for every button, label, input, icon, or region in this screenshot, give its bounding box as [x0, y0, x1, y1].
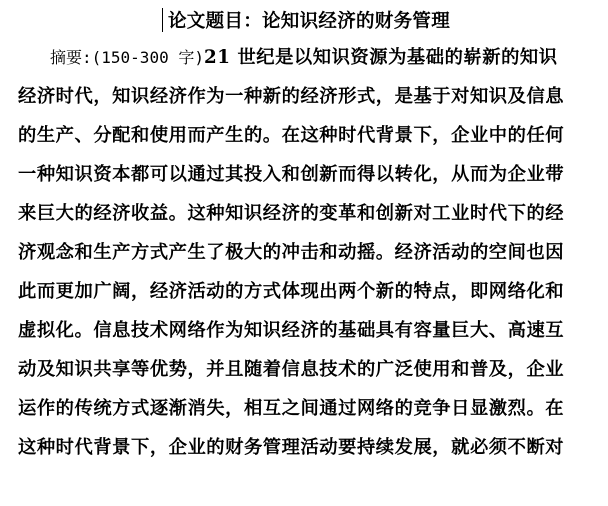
abstract-line-4: 一种知识资本都可以通过其投入和创新而得以转化，从而为企业带 — [18, 164, 565, 185]
abstract-line-9: 动及知识共享等优势，并且随着信息技术的广泛使用和普及，企业 — [18, 359, 565, 380]
abstract-word-range: (150-300 字) — [91, 48, 204, 67]
abstract-line-10: 运作的传统方式逐渐消失，相互之间通过网络的竞争日显激烈。在 — [18, 398, 565, 419]
paper-title: 论文题目：论知识经济的财务管理 — [168, 11, 451, 32]
abstract-line-3: 的生产、分配和使用而产生的。在这种时代背景下，企业中的任何 — [18, 125, 565, 146]
abstract-label: 摘要: — [50, 48, 92, 67]
abstract-line-6: 济观念和生产方式产生了极大的冲击和动摇。经济活动的空间也因 — [18, 242, 565, 263]
abstract-line-7: 此而更加广阔，经济活动的方式体现出两个新的特点，即网络化和 — [18, 281, 565, 302]
abstract-line-8: 虚拟化。信息技术网络作为知识经济的基础具有容量巨大、高速互 — [18, 320, 565, 341]
abstract-line-11: 这种时代背景下，企业的财务管理活动要持续发展，就必须不断对 — [18, 437, 565, 458]
abstract-line-1 — [50, 42, 598, 74]
text-cursor — [162, 8, 163, 32]
title-row — [0, 6, 608, 34]
abstract-text: 21 世纪是以知识资源为基础的崭新的知识 — [203, 47, 558, 68]
abstract-line-5: 来巨大的经济收益。这种知识经济的变革和创新对工业时代下的经 — [18, 203, 565, 224]
abstract-line-2: 经济时代，知识经济作为一种新的经济形式，是基于对知识及信息 — [18, 86, 565, 107]
